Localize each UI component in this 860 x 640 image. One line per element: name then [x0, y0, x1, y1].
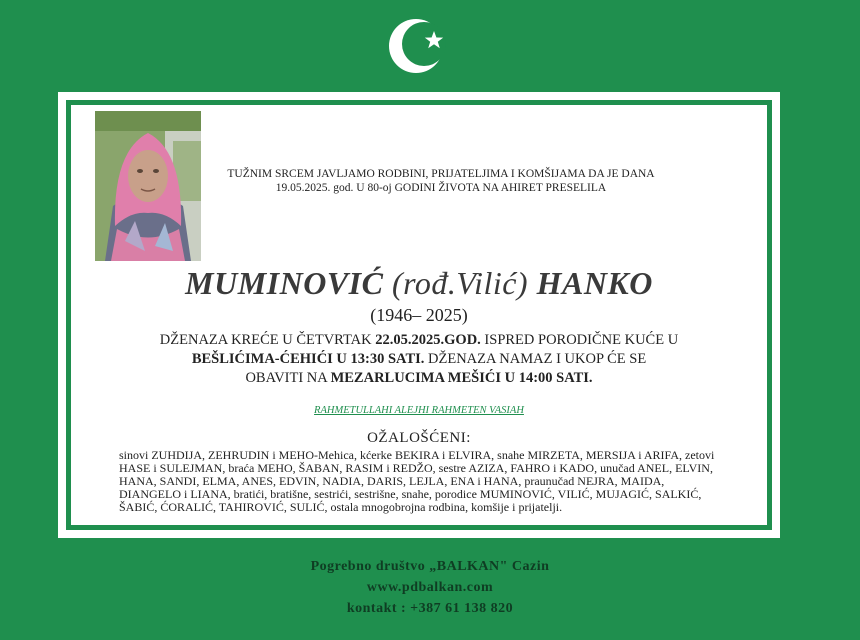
burial-location-time: MEZARLUCIMA MEŠIĆI U 14:00 SATI.	[330, 370, 593, 386]
funeral-date: 22.05.2025.GOD.	[375, 332, 481, 348]
obituary-card	[58, 92, 780, 538]
mourners-title: OŽALOŠĆENI:	[367, 430, 471, 446]
surname: MUMINOVIĆ	[185, 265, 384, 301]
life-years: (1946– 2025)	[370, 305, 468, 325]
funeral-text-4: OBAVITI NA	[245, 370, 331, 386]
funeral-home-info	[0, 556, 860, 619]
funeral-details	[131, 331, 707, 388]
mourners-list: sinovi ZUHDIJA, ZEHRUDIN i MEHO-Mehica, kćerke BEKIRA i ELVIRA, snahe MIRZETA, MERSIJA i ARIFA, zetovi HASE i SULEJMAN, braća MEHO, ŠABAN, RASIM i REDŽO, sestre AZIZA, FAHRO i KADO, unučad ANEL, ELVIN, HANA, SANDI, ELMA, ANES, EDVIN, NADIA, DARIS, LEJLA, ENA i HANA, praunučad NEJRA, MAIDA, DIANGELO i LIANA, bratići, bratišne, sestrići, sestrišne, snahe, porodice MUMINOVIĆ, VILIĆ, MUJAGIĆ, SALKIĆ, ŠABIĆ, ĆORALIĆ, TAHIROVIĆ, SULIĆ, ostala mnogobrojna rodbina, komšije i prijatelji.	[119, 448, 715, 514]
funeral-text-1: DŽENAZA KREĆE U ČETVRTAK	[159, 332, 376, 348]
deceased-name	[71, 265, 767, 302]
portrait-photo	[95, 111, 201, 261]
funeral-text-3: DŽENAZA NAMAZ I UKOP ĆE SE	[424, 351, 647, 367]
announcement-line-1: TUŽNIM SRCEM JAVLJAMO RODBINI, PRIJATELJIMA I KOMŠIJAMA DA JE DANA	[227, 168, 655, 180]
funeral-home-name: Pogrebno društvo „BALKAN" Cazin	[310, 559, 550, 574]
first-name: HANKO	[536, 265, 653, 301]
maiden-name: (rođ.Vilić)	[391, 265, 529, 301]
funeral-home-contact: kontakt : +387 61 138 820	[346, 601, 514, 616]
prayer-line: RAHMETULLAHI ALEJHI RAHMETEN VASIAH	[314, 405, 524, 416]
funeral-home-website: www.pdbalkan.com	[366, 580, 494, 595]
announcement-text	[201, 167, 681, 195]
crescent-and-star-icon	[388, 14, 452, 78]
funeral-text-2: ISPRED PORODIČNE KUĆE U	[480, 332, 679, 348]
announcement-line-2: 19.05.2025. god. U 80-oj GODINI ŽIVOTA NA AHIRET PRESELILA	[275, 182, 607, 194]
funeral-location-time: BEŠLIĆIMA-ĆEHIĆI U 13:30 SATI.	[191, 351, 425, 367]
obituary-inner-border	[66, 100, 772, 530]
